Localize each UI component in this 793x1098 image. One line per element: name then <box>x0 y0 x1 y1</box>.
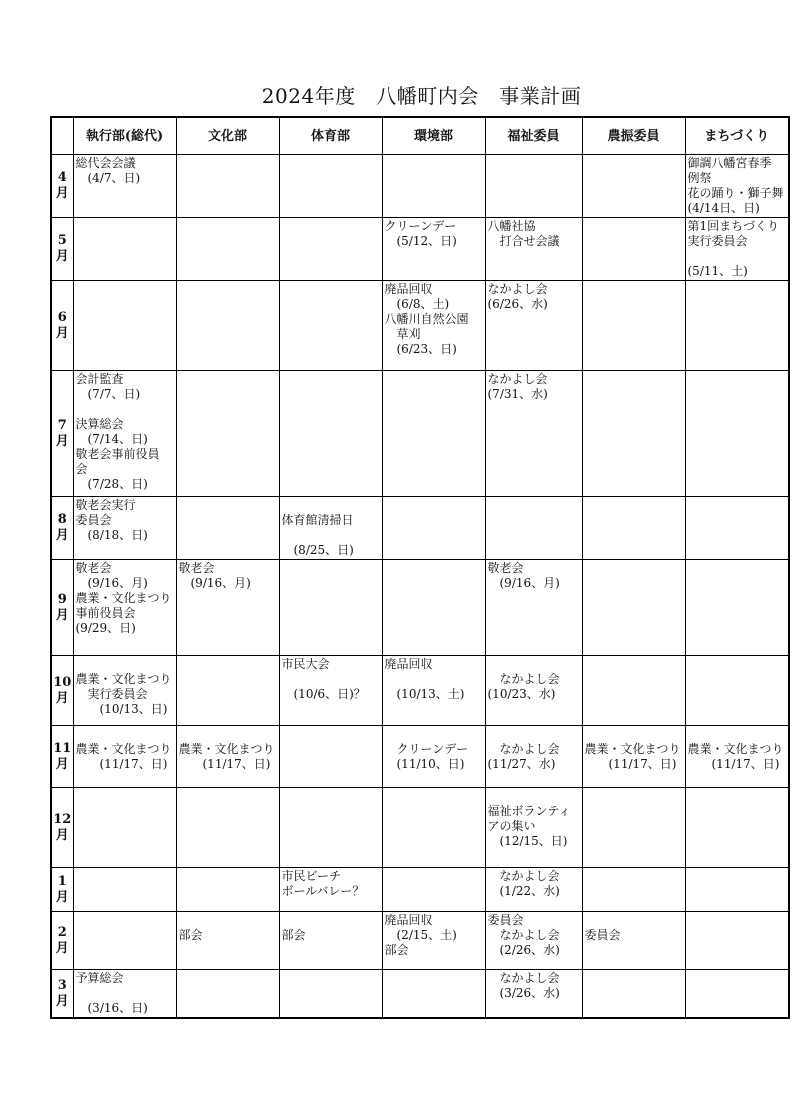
schedule-cell <box>382 218 485 281</box>
schedule-cell <box>582 868 685 912</box>
month-label-part: 月 <box>55 607 69 623</box>
event-line: (11/10、日) <box>384 757 465 771</box>
event-line: 廃品回収 <box>384 657 433 671</box>
column-header: まちづくり <box>685 117 789 155</box>
schedule-cell <box>685 970 789 1019</box>
month-row <box>51 868 789 912</box>
event-line: アの集い <box>487 819 536 833</box>
plan-table <box>50 116 790 1019</box>
event-line: 敬老会 <box>75 561 112 575</box>
month-row <box>51 281 789 371</box>
event-line: (8/18、日) <box>75 528 148 542</box>
schedule-cell <box>382 726 485 788</box>
schedule-cell <box>582 281 685 371</box>
schedule-cell <box>279 155 382 218</box>
event-line: (7/28、日) <box>75 477 148 491</box>
event-line: 体育館清掃日 <box>281 513 354 527</box>
schedule-cell <box>73 656 176 726</box>
event-line: 敬老会 <box>178 561 215 575</box>
schedule-cell <box>685 788 789 868</box>
schedule-cell <box>485 155 582 218</box>
month-label <box>51 497 73 560</box>
column-header: 福祉委員 <box>485 117 582 155</box>
event-line: 打合せ会議 <box>487 234 560 248</box>
month-label-part: 月 <box>55 186 69 201</box>
schedule-cell <box>279 868 382 912</box>
event-line: 八幡川自然公園 <box>384 312 469 326</box>
schedule-cell <box>73 788 176 868</box>
event-line: 事前役員会 <box>75 606 136 620</box>
month-row <box>51 656 789 726</box>
event-line: 花の踊り・獅子舞 <box>687 186 784 200</box>
event-line: (9/29、日) <box>75 621 136 635</box>
column-header: 環境部 <box>382 117 485 155</box>
schedule-cell <box>582 560 685 656</box>
event-line: (10/13、日) <box>75 702 168 716</box>
event-line: (2/15、土) <box>384 928 457 942</box>
schedule-cell <box>73 218 176 281</box>
event-line <box>76 657 174 672</box>
schedule-cell <box>685 218 789 281</box>
month-label-part: 5 <box>57 233 67 248</box>
schedule-cell <box>176 497 279 560</box>
month-label <box>51 371 73 497</box>
event-line: (11/27、水) <box>487 757 556 771</box>
schedule-cell <box>685 912 789 970</box>
month-label-part: 月 <box>55 690 69 706</box>
event-line: (8/25、日) <box>281 543 354 557</box>
event-line: (1/22、水) <box>487 884 560 898</box>
header-row <box>51 117 789 155</box>
month-label-part: 3 <box>57 977 67 993</box>
month-label-part: 月 <box>55 325 69 341</box>
month-row <box>51 371 789 497</box>
event-line: (2/26、水) <box>487 943 560 957</box>
event-line: なかよし会 <box>487 869 560 883</box>
schedule-cell <box>685 868 789 912</box>
month-label-part: 月 <box>55 433 69 449</box>
month-label-part: 9 <box>57 591 67 607</box>
event-line: 福祉ボランティ <box>487 804 571 818</box>
schedule-cell <box>582 788 685 868</box>
month-label <box>51 218 73 281</box>
month-label <box>51 560 73 656</box>
schedule-cell <box>685 656 789 726</box>
schedule-cell <box>685 155 789 218</box>
schedule-cell <box>176 560 279 656</box>
schedule-cell <box>685 726 789 788</box>
event-line <box>385 727 483 742</box>
event-line: (10/13、土) <box>384 687 465 701</box>
month-row <box>51 726 789 788</box>
schedule-cell <box>485 970 582 1019</box>
schedule-cell <box>73 912 176 970</box>
event-line: (7/14、日) <box>75 432 148 446</box>
event-line: 御調八幡宮春季 <box>687 156 772 170</box>
schedule-cell <box>582 726 685 788</box>
month-label-part: 1 <box>57 873 67 889</box>
event-line <box>179 913 277 928</box>
schedule-cell <box>485 788 582 868</box>
schedule-cell <box>382 155 485 218</box>
event-line: (10/23、水) <box>487 687 556 701</box>
schedule-cell <box>176 788 279 868</box>
event-line: ボールバレー？ <box>281 884 365 898</box>
schedule-cell <box>485 656 582 726</box>
event-line: 廃品回収 <box>384 282 433 296</box>
month-label-part: 月 <box>55 993 69 1009</box>
event-line: 実行委員会 <box>687 234 748 248</box>
month-row <box>51 970 789 1019</box>
event-line: (9/16、月) <box>75 576 148 590</box>
event-line: 総代会会議 <box>75 156 136 170</box>
event-line: クリーンデー <box>384 742 469 756</box>
schedule-cell <box>685 371 789 497</box>
schedule-cell <box>73 371 176 497</box>
event-line: 草刈 <box>384 327 421 341</box>
schedule-cell <box>73 497 176 560</box>
month-label-part: 月 <box>55 756 69 772</box>
event-line: (9/16、月) <box>487 576 560 590</box>
event-line: 市民ビーチ <box>281 869 342 883</box>
schedule-cell <box>582 912 685 970</box>
event-line: 委員会 <box>75 513 112 527</box>
event-line <box>76 727 174 742</box>
event-line: 委員会 <box>487 913 524 927</box>
month-label-part: 6 <box>57 309 67 325</box>
event-line: (10/6、日)？ <box>281 687 366 701</box>
schedule-cell <box>485 281 582 371</box>
month-label-part: 10 <box>53 674 72 690</box>
event-line <box>282 913 380 928</box>
event-line: 農業・文化まつり <box>75 742 172 756</box>
column-header: 体育部 <box>279 117 382 155</box>
schedule-cell <box>382 788 485 868</box>
event-line <box>385 672 483 687</box>
schedule-cell <box>382 497 485 560</box>
schedule-cell <box>279 497 382 560</box>
schedule-cell <box>382 656 485 726</box>
event-line <box>282 528 380 543</box>
event-line: (3/16、日) <box>75 1001 148 1015</box>
schedule-cell <box>279 788 382 868</box>
column-header: 文化部 <box>176 117 279 155</box>
schedule-cell <box>73 868 176 912</box>
schedule-cell <box>382 560 485 656</box>
event-line: なかよし会 <box>487 742 560 756</box>
schedule-cell <box>485 371 582 497</box>
event-line: 農業・文化まつり <box>584 742 681 756</box>
schedule-cell <box>685 560 789 656</box>
schedule-cell <box>582 656 685 726</box>
event-line <box>76 986 174 1001</box>
event-line <box>488 789 580 804</box>
event-line <box>282 498 380 513</box>
document-title: 2024年度 八幡町内会 事業計画 <box>261 84 582 108</box>
event-line <box>179 727 277 742</box>
event-line: 第1回まちづくり <box>687 219 780 233</box>
schedule-cell <box>485 868 582 912</box>
event-line: 会計監査 <box>75 372 124 386</box>
event-line: 例祭 <box>687 171 712 185</box>
schedule-cell <box>582 970 685 1019</box>
schedule-cell <box>382 868 485 912</box>
event-line: (3/26、水) <box>487 986 560 1000</box>
event-line: 農業・文化まつり <box>75 672 172 686</box>
event-line: (7/31、水) <box>487 387 548 401</box>
event-line: クリーンデー <box>384 219 457 233</box>
event-line: 廃品回収 <box>384 913 433 927</box>
event-line: (5/12、日) <box>384 234 457 248</box>
event-line: (4/14日、日) <box>687 201 760 215</box>
event-line: 実行委員会 <box>75 687 148 701</box>
event-line: なかよし会 <box>487 928 560 942</box>
schedule-cell <box>485 726 582 788</box>
schedule-cell <box>176 656 279 726</box>
schedule-cell <box>279 371 382 497</box>
schedule-cell <box>73 281 176 371</box>
event-line: 会 <box>75 462 88 476</box>
schedule-cell <box>73 726 176 788</box>
month-label-part: 11 <box>53 740 72 756</box>
schedule-cell <box>176 868 279 912</box>
column-header: 農振委員 <box>582 117 685 155</box>
event-line: (6/8、土) <box>384 297 450 311</box>
month-row <box>51 560 789 656</box>
schedule-cell <box>279 656 382 726</box>
schedule-cell <box>382 912 485 970</box>
schedule-cell <box>582 155 685 218</box>
event-line: 敬老会事前役員 <box>75 447 160 461</box>
event-line <box>585 727 683 742</box>
month-label <box>51 970 73 1019</box>
schedule-cell <box>176 281 279 371</box>
month-label <box>51 656 73 726</box>
event-line: 部会 <box>384 943 409 957</box>
event-line: 決算総会 <box>75 417 124 431</box>
event-line: 予算総会 <box>75 971 124 985</box>
event-line: (5/11、土) <box>687 264 748 278</box>
month-label <box>51 868 73 912</box>
schedule-cell <box>382 281 485 371</box>
schedule-cell <box>382 970 485 1019</box>
schedule-cell <box>176 912 279 970</box>
column-header: 執行部(総代) <box>73 117 176 155</box>
schedule-cell <box>485 497 582 560</box>
month-label-part: 月 <box>55 889 69 905</box>
schedule-cell <box>382 371 485 497</box>
event-line: 敬老会 <box>487 561 524 575</box>
event-line: 農業・文化まつり <box>687 742 784 756</box>
month-label <box>51 155 73 218</box>
event-line: なかよし会 <box>487 672 560 686</box>
event-line: (6/23、日) <box>384 342 457 356</box>
schedule-cell <box>279 726 382 788</box>
month-label <box>51 912 73 970</box>
event-line: 委員会 <box>584 928 621 942</box>
event-line: (11/17、日) <box>584 757 677 771</box>
schedule-cell <box>279 912 382 970</box>
event-line: なかよし会 <box>487 971 560 985</box>
schedule-cell <box>176 970 279 1019</box>
month-label-part: 2 <box>57 924 67 940</box>
event-line: (9/16、月) <box>178 576 251 590</box>
month-label <box>51 788 73 868</box>
schedule-cell <box>485 912 582 970</box>
event-line <box>488 657 580 672</box>
plan-body <box>51 155 789 1019</box>
schedule-cell <box>176 155 279 218</box>
month-label-part: 月 <box>55 249 69 264</box>
event-line: なかよし会 <box>487 372 548 386</box>
event-line: 市民大会 <box>281 657 330 671</box>
schedule-cell <box>485 560 582 656</box>
event-line: 農業・文化まつり <box>178 742 275 756</box>
month-label <box>51 726 73 788</box>
event-line <box>76 402 174 417</box>
event-line: 農業・文化まつり <box>75 591 172 605</box>
schedule-cell <box>582 371 685 497</box>
month-label-part: 8 <box>57 512 67 527</box>
corner-cell <box>51 117 73 155</box>
event-line: (12/15、日) <box>487 834 568 848</box>
schedule-cell <box>279 218 382 281</box>
event-line: 部会 <box>178 928 203 942</box>
month-row <box>51 218 789 281</box>
event-line <box>688 249 787 264</box>
schedule-cell <box>73 560 176 656</box>
schedule-cell <box>176 371 279 497</box>
schedule-cell <box>279 970 382 1019</box>
event-line: (7/7、日) <box>75 387 141 401</box>
schedule-cell <box>279 281 382 371</box>
schedule-cell <box>582 497 685 560</box>
event-line: (11/17、日) <box>687 757 780 771</box>
month-label-part: 12 <box>53 811 72 827</box>
event-line <box>488 727 580 742</box>
month-label-part: 月 <box>55 528 69 543</box>
schedule-cell <box>685 281 789 371</box>
month-row <box>51 497 789 560</box>
month-row <box>51 788 789 868</box>
month-row <box>51 912 789 970</box>
month-label-part: 4 <box>57 170 67 185</box>
event-line <box>688 727 787 742</box>
schedule-cell <box>73 970 176 1019</box>
event-line: (4/7、日) <box>75 171 141 185</box>
month-label <box>51 281 73 371</box>
schedule-cell <box>176 726 279 788</box>
event-line: 部会 <box>281 928 306 942</box>
schedule-cell <box>582 218 685 281</box>
schedule-cell <box>485 218 582 281</box>
month-label-part: 7 <box>57 417 67 433</box>
event-line: なかよし会 <box>487 282 548 296</box>
month-label-part: 月 <box>55 827 69 843</box>
event-line: 敬老会実行 <box>75 498 136 512</box>
schedule-cell <box>176 218 279 281</box>
schedule-cell <box>685 497 789 560</box>
event-line <box>282 672 380 687</box>
month-row <box>51 155 789 218</box>
schedule-cell <box>73 155 176 218</box>
event-line: (6/26、水) <box>487 297 548 311</box>
month-label-part: 月 <box>55 940 69 956</box>
event-line: 八幡社協 <box>487 219 536 233</box>
event-line: (11/17、日) <box>178 757 271 771</box>
event-line <box>585 913 683 928</box>
event-line: (11/17、日) <box>75 757 168 771</box>
schedule-cell <box>279 560 382 656</box>
